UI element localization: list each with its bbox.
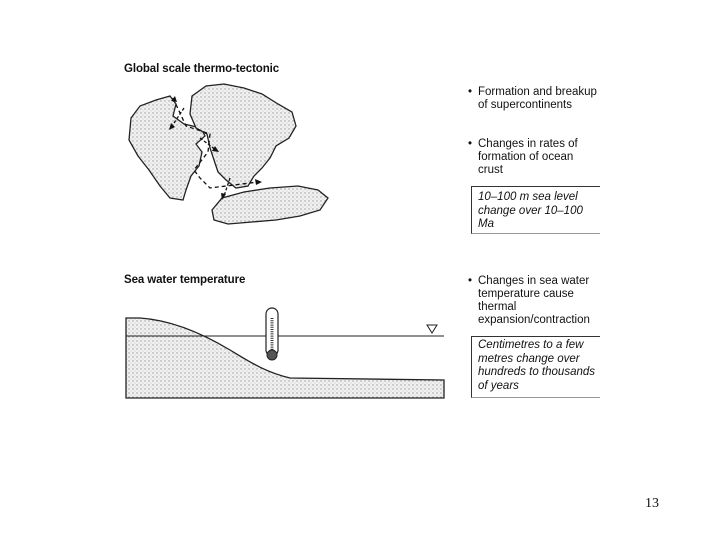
section1-title: Global scale thermo-tectonic <box>124 63 280 75</box>
section2-bullet-1: • Changes in sea water temperature cause thermal expansion/contraction <box>468 275 590 326</box>
thermometer-icon <box>266 308 278 360</box>
sea-level-marker-icon <box>427 325 437 333</box>
section2-title: Sea water temperature <box>124 274 246 286</box>
bullet-text: Formation and breakup of supercontinents <box>478 86 597 111</box>
section1-bullet-2: • Changes in rates of formation of ocean crust <box>468 138 578 176</box>
bullet-text: Changes in rates of formation of ocean crust <box>478 138 578 176</box>
continent-north <box>190 84 296 188</box>
page-number: 13 <box>645 496 659 511</box>
section2-note: Centimetres to a few metres change over hundreds to thousands of years <box>478 339 596 392</box>
section1-bullet-1: • Formation and breakup of supercontinents <box>468 86 597 111</box>
bullet-text: Changes in sea water temperature cause thermal expansion/contraction <box>478 275 590 326</box>
continent-south <box>212 186 328 224</box>
ocean-profile <box>126 318 444 398</box>
section1-note: 10–100 m sea level change over 10–100 Ma <box>478 191 583 230</box>
